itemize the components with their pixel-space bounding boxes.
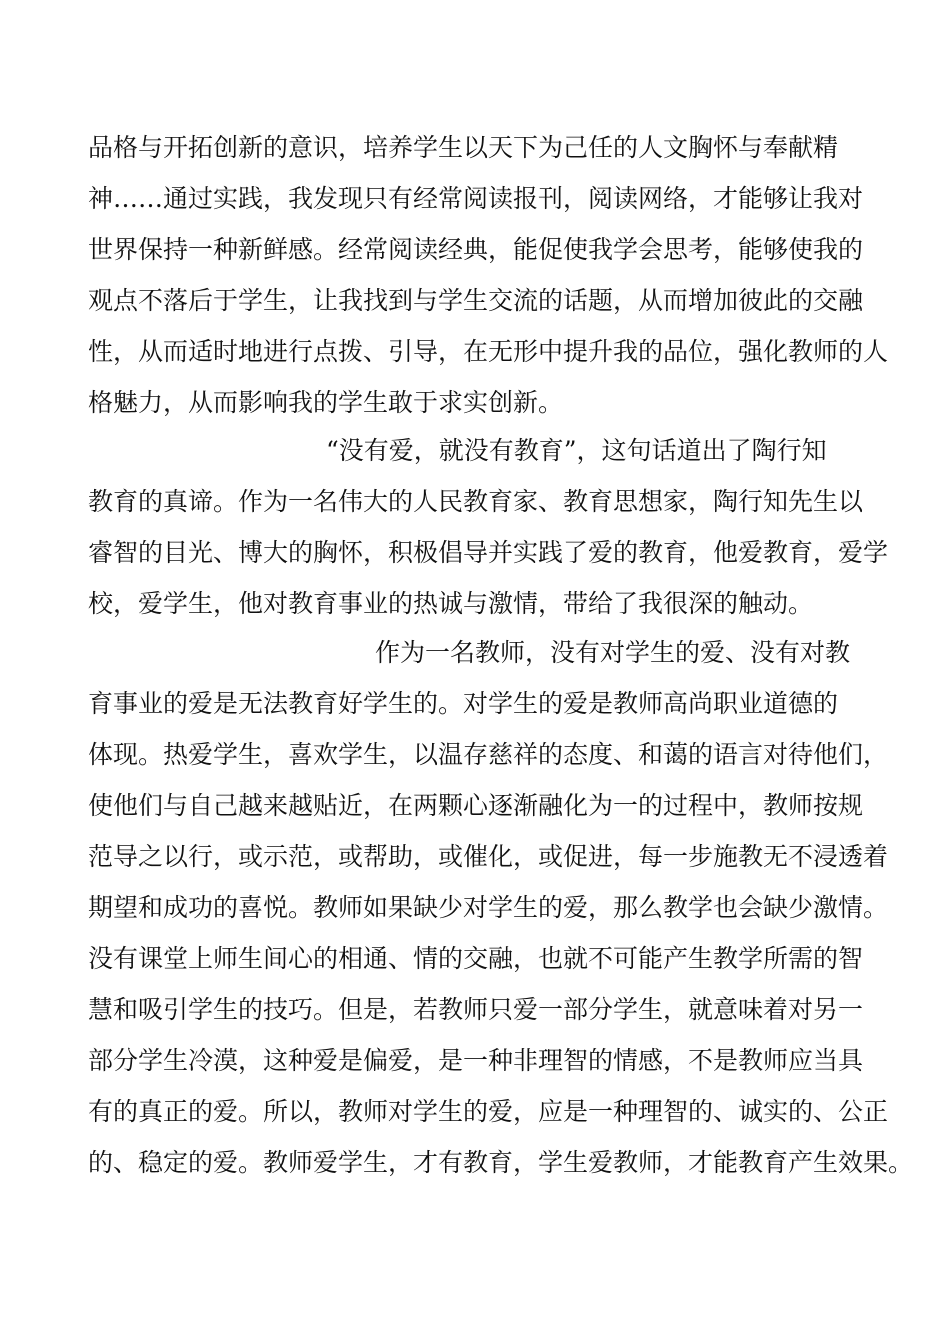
paragraph-3-line-7: 没有课堂上师生间心的相通、情的交融，也就不可能产生教学所需的智 bbox=[88, 944, 864, 973]
paragraph-1-line-6: 格魅力，从而影响我的学生敢于求实创新。 bbox=[88, 388, 564, 417]
paragraph-3-line-8: 慧和吸引学生的技巧。但是，若教师只爱一部分学生，就意味着对另一 bbox=[88, 995, 864, 1024]
paragraph-1-line-4: 观点不落后于学生，让我找到与学生交流的话题，从而增加彼此的交融 bbox=[88, 286, 864, 315]
paragraph-3-line-4: 使他们与自己越来越贴近，在两颗心逐渐融化为一的过程中，教师按规 bbox=[88, 791, 864, 820]
paragraph-1-line-2: 神……通过实践，我发现只有经常阅读报刊，阅读网络，才能够让我对 bbox=[88, 184, 864, 213]
paragraph-3-line-11: 的、稳定的爱。教师爱学生，才有教育，学生爱教师，才能教育产生效果。 bbox=[88, 1148, 914, 1177]
paragraph-2-line-1: “没有爱，就没有教育”，这句话道出了陶行知 bbox=[326, 436, 827, 465]
paragraph-3-line-3: 体现。热爱学生，喜欢学生，以温存慈祥的态度、和蔼的语言对待他们， bbox=[88, 740, 889, 769]
paragraph-1-line-3: 世界保持一种新鲜感。经常阅读经典，能促使我学会思考，能够使我的 bbox=[88, 235, 864, 264]
paragraph-3-line-2: 育事业的爱是无法教育好学生的。对学生的爱是教师高尚职业道德的 bbox=[88, 689, 839, 718]
paragraph-3-line-9: 部分学生冷漠，这种爱是偏爱，是一种非理智的情感，不是教师应当具 bbox=[88, 1046, 864, 1075]
paragraph-2-line-4: 校，爱学生，他对教育事业的热诚与激情，带给了我很深的触动。 bbox=[88, 589, 814, 618]
paragraph-2-line-3: 睿智的目光、博大的胸怀，积极倡导并实践了爱的教育，他爱教育，爱学 bbox=[88, 538, 889, 567]
paragraph-3-line-10: 有的真正的爱。所以，教师对学生的爱，应是一种理智的、诚实的、公正 bbox=[88, 1097, 889, 1126]
paragraph-1-line-1: 品格与开拓创新的意识，培养学生以天下为己任的人文胸怀与奉献精 bbox=[88, 133, 839, 162]
paragraph-1-line-5: 性，从而适时地进行点拨、引导，在无形中提升我的品位，强化教师的人 bbox=[88, 337, 889, 366]
paragraph-2-line-2: 教育的真谛。作为一名伟大的人民教育家、教育思想家，陶行知先生以 bbox=[88, 487, 864, 516]
paragraph-3-line-5: 范导之以行，或示范，或帮助，或催化，或促进，每一步施教无不浸透着 bbox=[88, 842, 889, 871]
paragraph-3-line-6: 期望和成功的喜悦。教师如果缺少对学生的爱，那么教学也会缺少激情。 bbox=[88, 893, 889, 922]
paragraph-3-line-1: 作为一名教师，没有对学生的爱、没有对教 bbox=[375, 638, 851, 667]
